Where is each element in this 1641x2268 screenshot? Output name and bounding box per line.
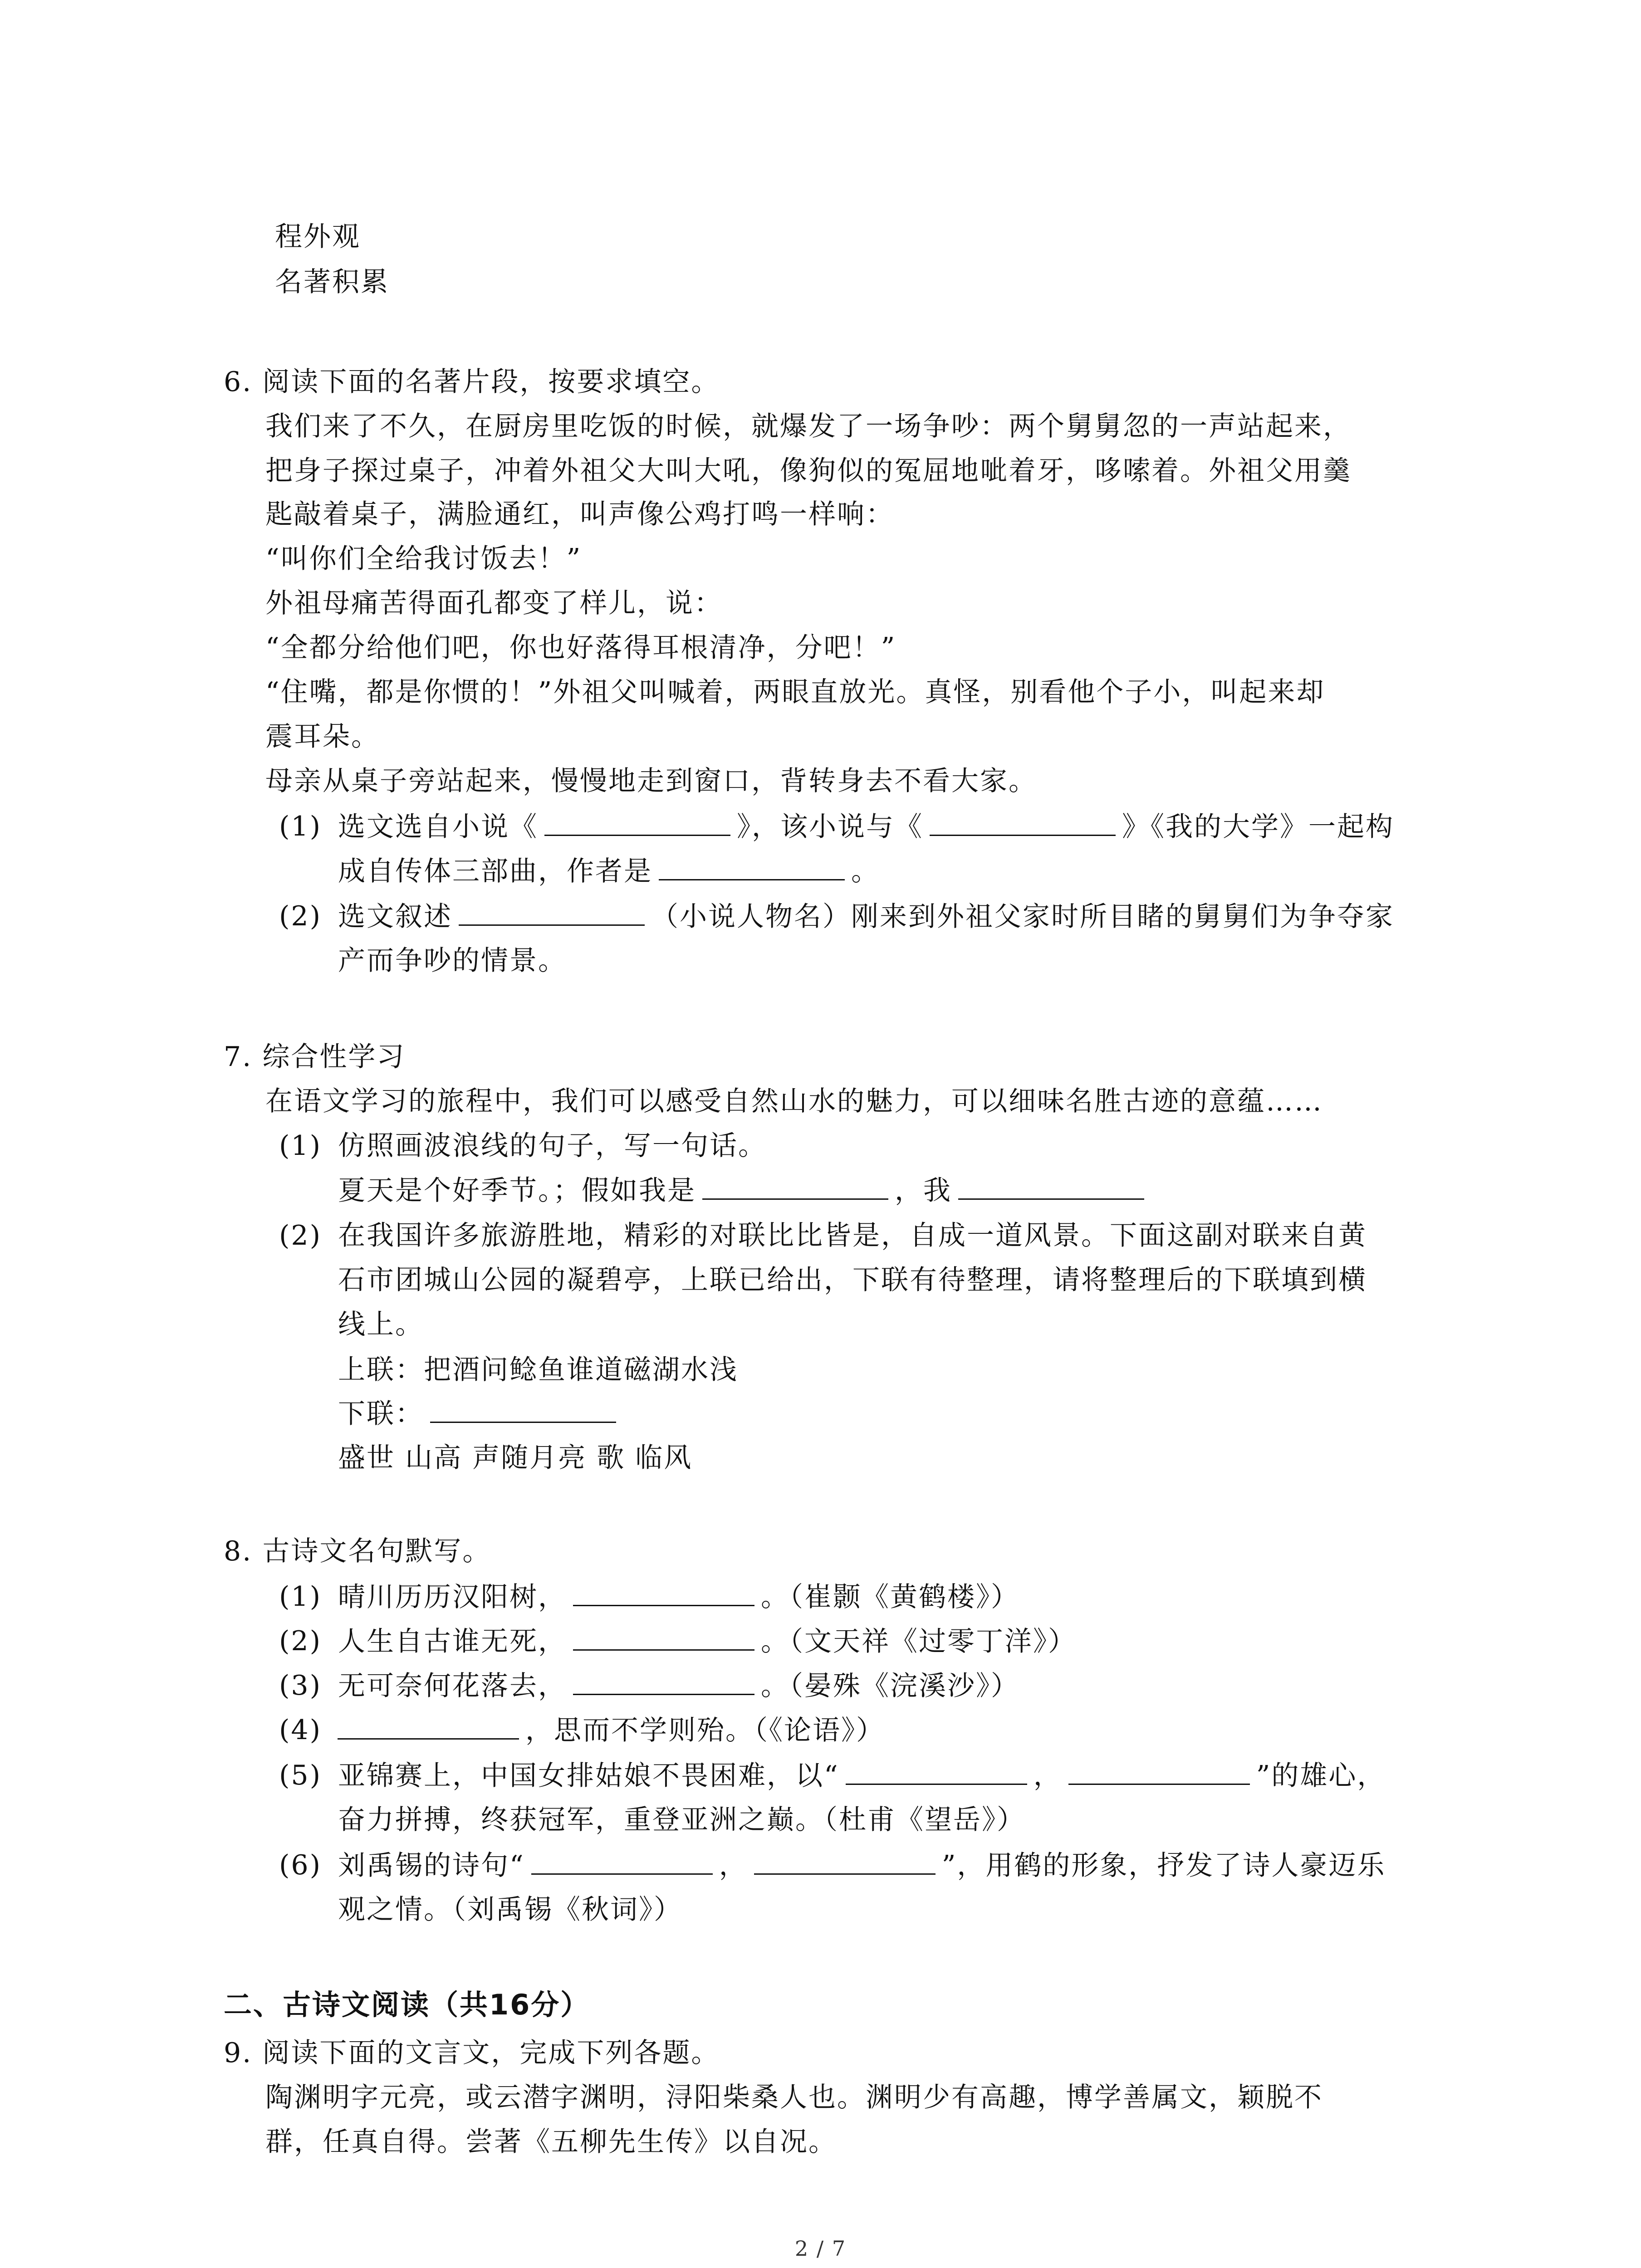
q7-sub2-line: 在我国许多旅游胜地，精彩的对联比比皆是，自成一道风景。下面这副对联来自黄 xyxy=(338,1220,1367,1251)
answer-blank[interactable] xyxy=(573,1623,754,1651)
passage-line: “住嘴，都是你惯的！”外祖父叫喊着，两眼直放光。真怪，别看他个子小，叫起来却 xyxy=(265,676,1325,708)
q6-sub2-line1: 选文叙述 （小说人物名）刚来到外祖父家时所目睹的舅舅们为争夺家 xyxy=(338,898,1394,935)
sub-question-number: (2) xyxy=(279,1220,322,1251)
passage-line: 把身子探过桌子，冲着外祖父大叫大吼，像狗似的冤屈地呲着牙，哆嗦着。外祖父用羹 xyxy=(265,455,1352,487)
sub-question-number: (5) xyxy=(279,1760,322,1791)
q9-line: 群，任真自得。尝著《五柳先生传》以自况。 xyxy=(265,2126,837,2158)
q8-item: 人生自古谁无死， 。（文天祥《过零丁洋》） xyxy=(338,1623,1077,1660)
sub-question-number: (1) xyxy=(279,811,322,842)
answer-blank[interactable] xyxy=(430,1395,616,1423)
answer-blank[interactable] xyxy=(531,1847,713,1875)
answer-blank[interactable] xyxy=(338,1712,519,1740)
answer-blank[interactable] xyxy=(846,1757,1027,1785)
page-number: 2 / 7 xyxy=(794,2236,847,2261)
prev-line: 名著积累 xyxy=(275,266,389,298)
question-8-stem: 8. 古诗文名句默写。 xyxy=(224,1535,491,1567)
question-6-stem: 6. 阅读下面的名著片段，按要求填空。 xyxy=(224,366,720,398)
q9-line: 陶渊明字元亮，或云潜字渊明，浔阳柴桑人也。渊明少有高趣，博学善属文，颖脱不 xyxy=(265,2082,1323,2113)
q6-sub1-line1: 选文选自小说《 》，该小说与《 》《我的大学》一起构 xyxy=(338,808,1394,845)
q8-item5-line1: 亚锦赛上，中国女排姑娘不畏困难，以“ ， ”的雄心， xyxy=(338,1757,1386,1794)
passage-line: 外祖母痛苦得面孔都变了样儿，说： xyxy=(265,587,723,619)
q8-item6-line1: 刘禹锡的诗句“ ， ”，用鹤的形象，抒发了诗人豪迈乐 xyxy=(338,1847,1386,1884)
prev-line: 程外观 xyxy=(275,221,361,253)
q8-item: 晴川历历汉阳树， 。（崔颢《黄鹤楼》） xyxy=(338,1579,1019,1615)
passage-line: “全都分给他们吧，你也好落得耳根清净，分吧！” xyxy=(265,632,896,664)
q6-sub1-line2: 成自传体三部曲，作者是 。 xyxy=(338,853,880,890)
sub-question-number: (4) xyxy=(279,1714,322,1746)
q7-intro: 在语文学习的旅程中，我们可以感受自然山水的魅力，可以细味名胜古迹的意蕴…… xyxy=(265,1085,1323,1117)
passage-line: 震耳朵。 xyxy=(265,721,380,753)
answer-blank[interactable] xyxy=(659,853,845,880)
q8-item: ，思而不学则殆。（《论语》） xyxy=(331,1712,885,1749)
question-7-stem: 7. 综合性学习 xyxy=(224,1041,406,1073)
sub-question-number: (6) xyxy=(279,1849,322,1881)
section-heading: 二、古诗文阅读（共16分） xyxy=(224,1988,590,2021)
answer-blank[interactable] xyxy=(573,1579,754,1606)
answer-blank[interactable] xyxy=(1068,1757,1250,1785)
sub-question-number: (3) xyxy=(279,1670,322,1701)
answer-blank[interactable] xyxy=(930,808,1116,836)
couplet-words: 盛世 山高 声随月亮 歌 临风 xyxy=(338,1442,693,1474)
q7-sub2-line: 石市团城山公园的凝碧亭，上联已给出，下联有待整理，请将整理后的下联填到横 xyxy=(338,1264,1367,1296)
q7-sub1-answer-line: 夏天是个好季节。；假如我是 ，我 xyxy=(338,1172,1151,1209)
passage-line: 我们来了不久，在厨房里吃饭的时候，就爆发了一场争吵：两个舅舅忽的一声站起来， xyxy=(265,411,1352,442)
answer-blank[interactable] xyxy=(754,1847,936,1875)
passage-line: “叫你们全给我讨饭去！” xyxy=(265,543,582,575)
passage-line: 匙敲着桌子，满脸通红，叫声像公鸡打鸣一样响： xyxy=(265,499,894,530)
couplet-lower: 下联： xyxy=(338,1395,622,1432)
sub-question-number: (2) xyxy=(279,1625,322,1657)
q7-sub2-line: 线上。 xyxy=(338,1309,424,1340)
q7-sub1-text: 仿照画波浪线的句子，写一句话。 xyxy=(338,1130,767,1162)
answer-blank[interactable] xyxy=(702,1172,888,1200)
sub-question-number: (2) xyxy=(279,900,322,932)
answer-blank[interactable] xyxy=(544,808,730,836)
answer-blank[interactable] xyxy=(573,1667,754,1695)
answer-blank[interactable] xyxy=(459,898,645,926)
q6-sub2-line2: 产而争吵的情景。 xyxy=(338,945,567,977)
sub-question-number: (1) xyxy=(279,1581,322,1613)
q8-item6-line2: 观之情。（刘禹锡《秋词》） xyxy=(338,1894,682,1926)
couplet-upper: 上联：把酒问鲶鱼谁道磁湖水浅 xyxy=(338,1354,738,1386)
q8-item: 无可奈何花落去， 。（晏殊《浣溪沙》） xyxy=(338,1667,1019,1704)
passage-line: 母亲从桌子旁站起来，慢慢地走到窗口，背转身去不看大家。 xyxy=(265,765,1037,797)
q8-item5-line2: 奋力拼搏，终获冠军，重登亚洲之巅。（杜甫《望岳》） xyxy=(338,1804,1025,1836)
sub-question-number: (1) xyxy=(279,1130,322,1162)
answer-blank[interactable] xyxy=(958,1172,1144,1200)
question-9-stem: 9. 阅读下面的文言文，完成下列各题。 xyxy=(224,2037,720,2069)
